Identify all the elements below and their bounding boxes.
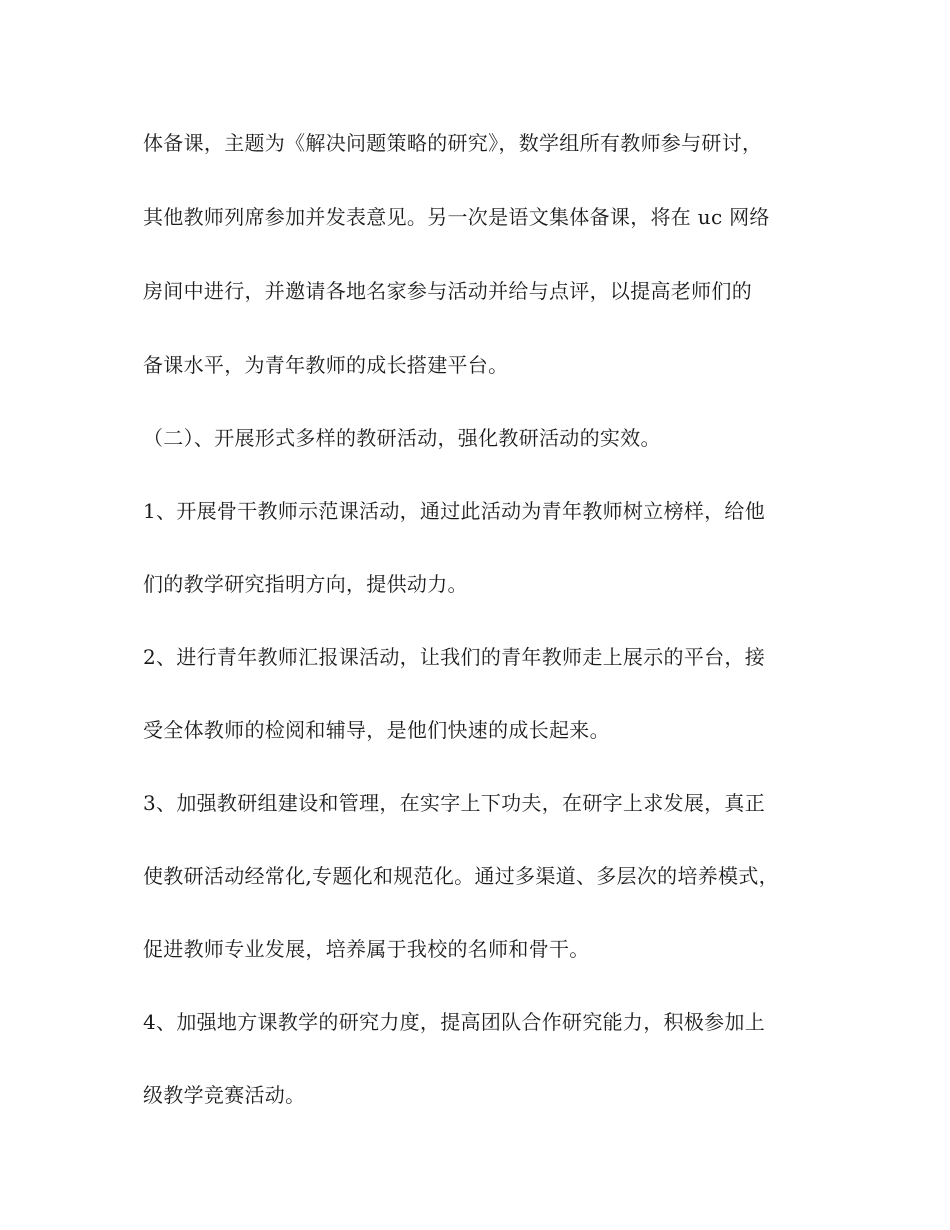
- list-item-4-line: 4、加强地方课教学的研究力度，提高团队合作研究能力，积极参加上: [143, 1010, 766, 1034]
- list-item-1-line: 们的教学研究指明方向，提供动力。: [143, 572, 468, 596]
- list-item-1-line: 1、开展骨干教师示范课活动，通过此活动为青年教师树立榜样，给他: [143, 499, 766, 523]
- paragraph-line: 其他教师列席参加并发表意见。另一次是语文集体备课，将在 uc 网络: [143, 205, 770, 229]
- list-item-3-line: 促进教师专业发展，培养属于我校的名师和骨干。: [143, 937, 590, 961]
- list-item-3-line: 3、加强教研组建设和管理，在实字上下功夫，在研字上求发展，真正: [143, 791, 766, 815]
- list-item-2-line: 受全体教师的检阅和辅导，是他们快速的成长起来。: [143, 718, 610, 742]
- list-item-2-line: 2、进行青年教师汇报课活动，让我们的青年教师走上展示的平台，接: [143, 645, 766, 669]
- list-item-4-line: 级教学竞赛活动。: [143, 1083, 306, 1107]
- paragraph-line: 房间中进行，并邀请各地名家参与活动并给与点评，以提高老师们的: [143, 279, 752, 303]
- list-item-3-line: 使教研活动经常化,专题化和规范化。通过多渠道、多层次的培养模式，: [143, 864, 779, 888]
- section-heading: （二）、开展形式多样的教研活动，强化教研活动的实效。: [143, 426, 661, 450]
- paragraph-line: 备课水平，为青年教师的成长搭建平台。: [143, 353, 509, 377]
- paragraph-line: 体备课，主题为《解决问题策略的研究》，数学组所有教师参与研讨，: [143, 131, 763, 155]
